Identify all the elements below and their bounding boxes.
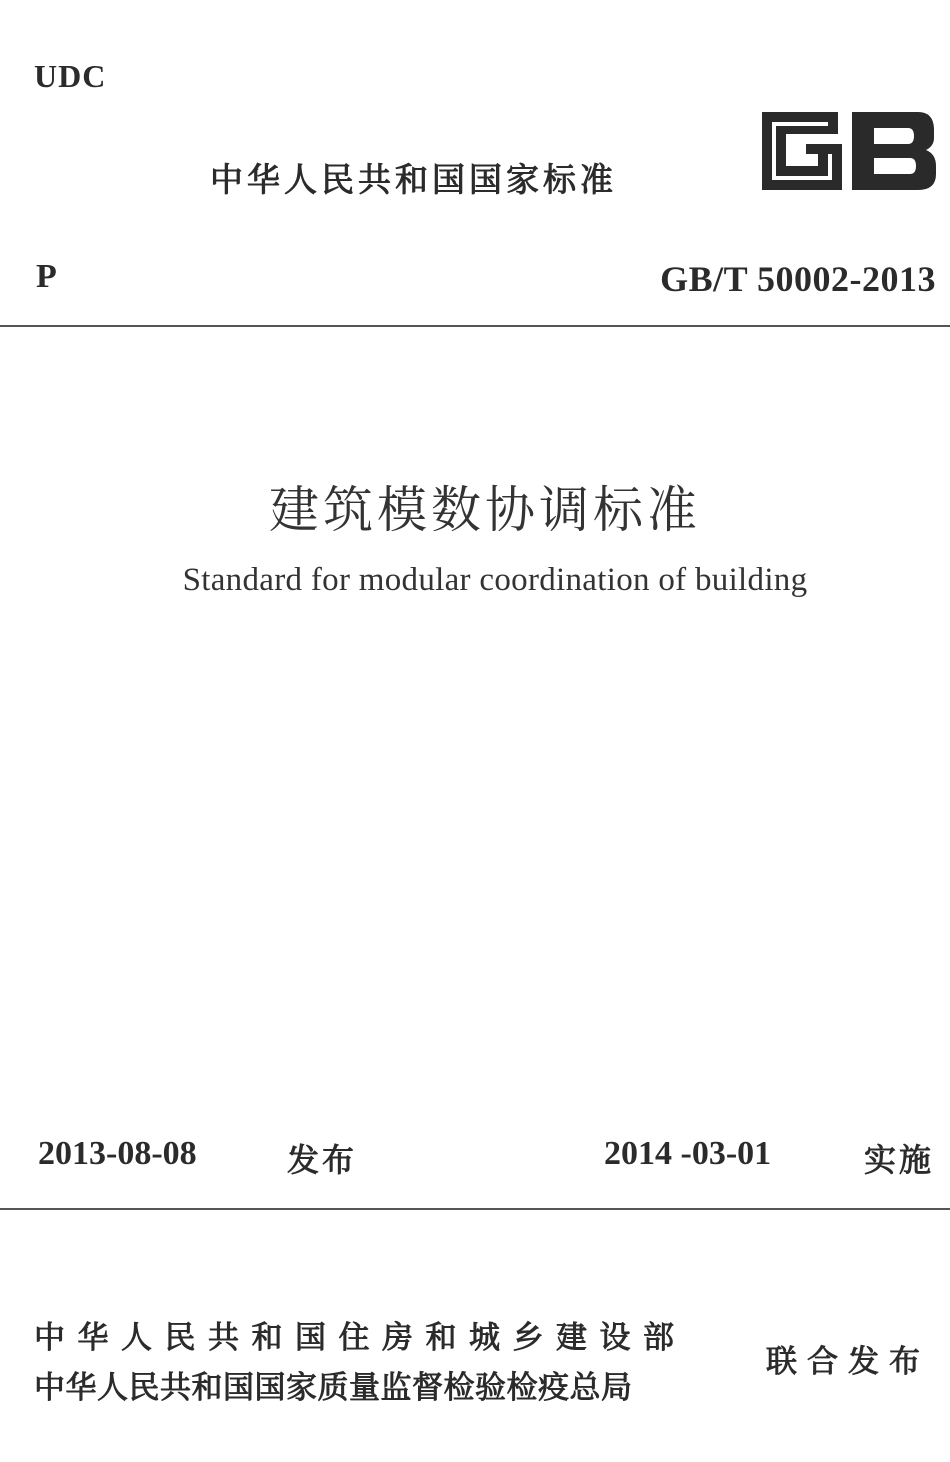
national-standard-heading: 中华人民共和国国家标准 [210,160,617,199]
top-divider [0,325,950,327]
category-code: P [36,258,57,295]
title-english: Standard for modular coordination of building [182,562,808,598]
bottom-divider [0,1208,950,1210]
publisher-ministry: 中华人民共和国住房和城乡建设部 [34,1320,687,1356]
udc-label: UDC [34,58,107,94]
publisher-aqsiq: 中华人民共和国国家质量监督检验检疫总局 [34,1370,633,1406]
gb-logo-g-shape [762,112,842,190]
title-chinese: 建筑模数协调标准 [269,481,701,539]
issue-date: 2013-08-08 [38,1135,197,1172]
gb-logo [756,104,938,194]
implementation-date: 2014 -03-01 [604,1135,772,1172]
issue-label: 发布 [287,1141,358,1179]
gb-logo-b-shape [852,112,936,190]
implementation-label: 实施 [864,1141,935,1179]
joint-publish-label: 联合发布 [766,1344,930,1380]
standard-number: GB/T 50002-2013 [660,259,936,299]
